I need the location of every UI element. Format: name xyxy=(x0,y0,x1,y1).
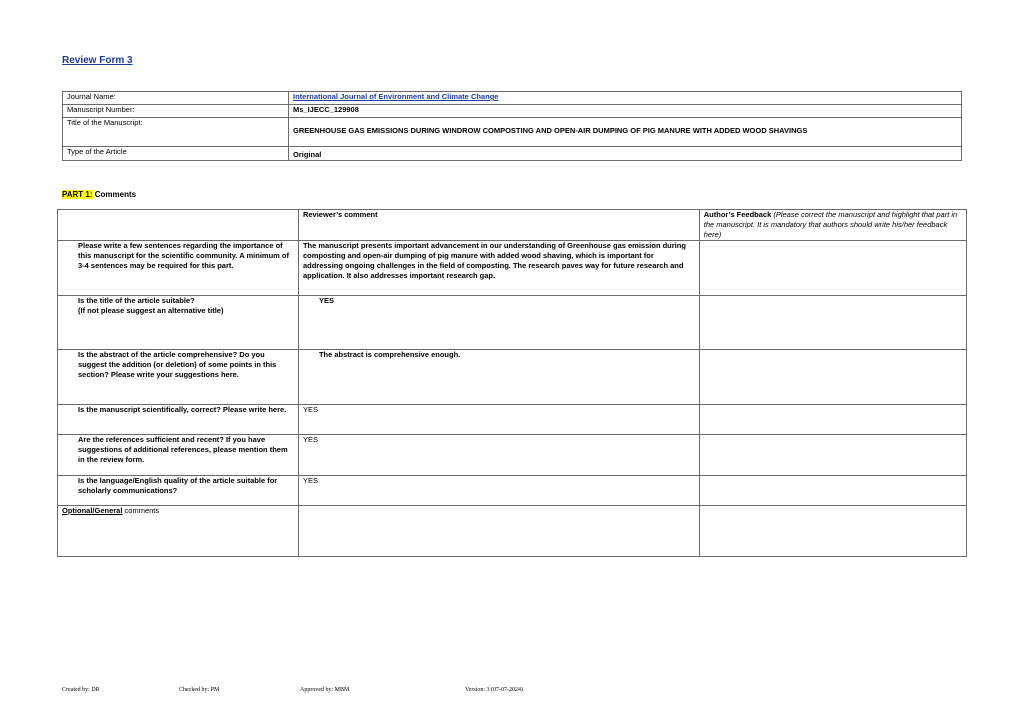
optional-comments-label xyxy=(58,506,299,557)
form-title: Review Form 3 xyxy=(62,55,133,66)
comments-header-row xyxy=(58,210,967,241)
part1-label: PART 1: xyxy=(62,190,93,199)
journal-value xyxy=(289,92,962,105)
reviewer-comment-header: Reviewer’s comment xyxy=(298,210,699,241)
question-header-cell xyxy=(58,210,299,241)
optional-author-feedback-cell[interactable] xyxy=(699,506,966,557)
reviewer-comment-cell[interactable]: YES xyxy=(298,435,699,476)
journal-row xyxy=(63,92,962,105)
part1-heading xyxy=(62,190,136,199)
footer-checked-by: Checked by: PM xyxy=(179,687,220,693)
comments-table xyxy=(57,209,967,557)
author-feedback-cell[interactable] xyxy=(699,405,966,435)
manuscript-number-value: Ms_IJECC_129908 xyxy=(289,105,962,118)
reviewer-comment-cell[interactable]: The manuscript presents important advancement in our understanding of Greenhouse gas emission during composting and open-air dumping of pig manure with added wood shaving, which is important for addressing ongoing challenges in the field of composting. The research paves way for future research and application. It also addresses important research gap. xyxy=(298,241,699,296)
part1-suffix: Comments xyxy=(92,190,137,199)
question-cell: Is the manuscript scientifically, correct? Please write here. xyxy=(58,405,299,435)
author-feedback-cell[interactable] xyxy=(699,435,966,476)
optional-comments-label-rest: comments xyxy=(122,506,160,515)
comment-row xyxy=(58,241,967,296)
comment-row xyxy=(58,476,967,506)
manuscript-title-row xyxy=(63,118,962,147)
author-feedback-cell[interactable] xyxy=(699,350,966,405)
optional-comments-label-main: Optional/General xyxy=(62,506,123,515)
author-feedback-header-note: (Please correct the manuscript and highlight that part in the manuscript. It is mandatory that authors should write his/her feedback here) xyxy=(703,210,958,239)
author-feedback-cell[interactable] xyxy=(699,476,966,506)
comment-row xyxy=(58,435,967,476)
reviewer-comment-cell[interactable]: YES xyxy=(298,405,699,435)
manuscript-title-label: Title of the Manuscript: xyxy=(63,118,289,147)
optional-reviewer-comment-cell[interactable] xyxy=(298,506,699,557)
footer-approved-by: Approved by: MBM xyxy=(300,687,350,693)
author-feedback-cell[interactable] xyxy=(699,241,966,296)
comment-row xyxy=(58,405,967,435)
question-cell: Are the references sufficient and recent? If you have suggestions of additional references, please mention them in the review form. xyxy=(58,435,299,476)
manuscript-info-table xyxy=(62,91,962,161)
manuscript-number-row xyxy=(63,105,962,118)
optional-comments-row xyxy=(58,506,967,557)
manuscript-number-label: Manuscript Number: xyxy=(63,105,289,118)
article-type-row xyxy=(63,147,962,161)
question-cell: Is the abstract of the article comprehensive? Do you suggest the addition (or deletion) of some points in this section? Please write your suggestions here. xyxy=(58,350,299,405)
reviewer-comment-cell[interactable]: YES xyxy=(298,476,699,506)
author-feedback-cell[interactable] xyxy=(699,296,966,350)
reviewer-comment-cell[interactable]: The abstract is comprehensive enough. xyxy=(298,350,699,405)
reviewer-comment-cell[interactable]: YES xyxy=(298,296,699,350)
footer-created-by: Created by: DR xyxy=(62,687,100,693)
manuscript-title-value: GREENHOUSE GAS EMISSIONS DURING WINDROW COMPOSTING AND OPEN-AIR DUMPING OF PIG MANURE WITH ADDED WOOD SHAVINGS xyxy=(289,118,962,147)
journal-label: Journal Name: xyxy=(63,92,289,105)
question-cell: Please write a few sentences regarding the importance of this manuscript for the scientific community. A minimum of 3-4 sentences may be required for this part. xyxy=(58,241,299,296)
article-type-label: Type of the Article xyxy=(63,147,289,161)
footer-version: Version: 3 (07-07-2024) xyxy=(465,687,523,693)
comment-row xyxy=(58,296,967,350)
article-type-value: Original xyxy=(289,147,962,161)
question-cell: Is the title of the article suitable? (If not please suggest an alternative title) xyxy=(58,296,299,350)
author-feedback-header-title: Author’s Feedback xyxy=(703,210,772,219)
comment-row xyxy=(58,350,967,405)
journal-link[interactable]: International Journal of Environment and Climate Change xyxy=(293,92,499,101)
author-feedback-header xyxy=(699,210,966,241)
question-cell: Is the language/English quality of the article suitable for scholarly communications? xyxy=(58,476,299,506)
